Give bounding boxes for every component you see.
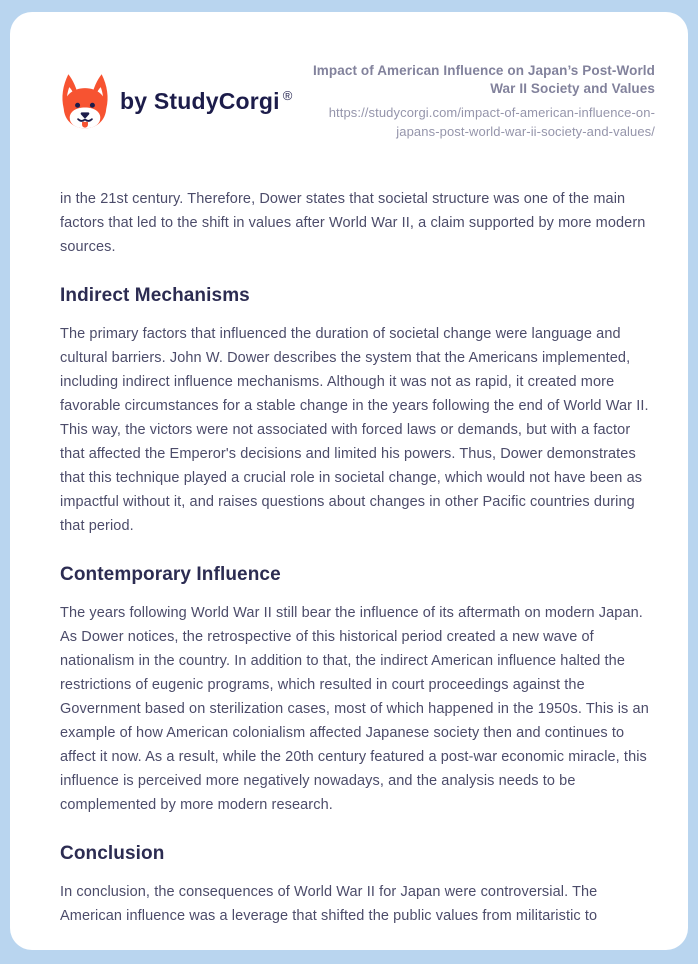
- logo-wordmark: [120, 88, 293, 115]
- document-card: [10, 12, 688, 950]
- intro-paragraph: in the 21st century. Therefore, Dower states that societal structure was one of the main factors that led to the shift in values after World War II, a claim supported by more modern sources.: [60, 191, 646, 255]
- section-paragraph: In conclusion, the consequences of World War II for Japan were controversial. The American influence was a leverage that shifted the public values from militaristic to: [60, 884, 598, 924]
- document-meta: [293, 62, 655, 141]
- section-heading-contemporary-influence: Contemporary Influence: [60, 564, 281, 585]
- document-header: [60, 62, 655, 141]
- essay-body: [60, 187, 655, 928]
- studycorgi-logo: [60, 73, 293, 131]
- section-paragraph: The years following World War II still bear the influence of its aftermath on modern Japan. As Dower notices, the retrospective of this historical period created a new wave of nationalism in the country. In addition to that, the indirect American influence halted the restrictions of eugenic programs, which resulted in court proceedings against the Government based on sterilization cases, most of which happened in the 1950s. This is an example of how American colonialism affected Japanese society then and continues to affect it now. As a result, while the 20th century featured a post-war economic miracle, this influence is perceived more negatively nowadays, and the analysis needs to be complemented by more modern research.: [60, 605, 649, 813]
- section-heading-indirect-mechanisms: Indirect Mechanisms: [60, 285, 250, 306]
- corgi-icon: [60, 73, 110, 131]
- registered-trademark-symbol: ®: [282, 88, 293, 103]
- section-paragraph: The primary factors that influenced the duration of societal change were language and cultural barriers. John W. Dower describes the system that the Americans implemented, including indirect influence mechanisms. Although it was not as rapid, it created more favorable circumstances for a stable change in the years following the end of World War II. This way, the victors were not associated with forced laws or demands, but with a factor that affected the Emperor's decisions and limited his powers. Thus, Dower demonstrates that this technique played a crucial role in societal change, which would not have been as impactful without it, and raises questions about changes in other Pacific countries during that period.: [60, 326, 649, 534]
- section-heading-conclusion: Conclusion: [60, 843, 165, 864]
- document-source-url[interactable]: https://studycorgi.com/impact-of-american-influence-on-japans-post-world-war-ii-society-and-values/: [328, 105, 655, 139]
- logo-text: by StudyCorgi: [120, 88, 280, 114]
- document-title: Impact of American Influence on Japan’s Post-World War II Society and Values: [312, 63, 655, 96]
